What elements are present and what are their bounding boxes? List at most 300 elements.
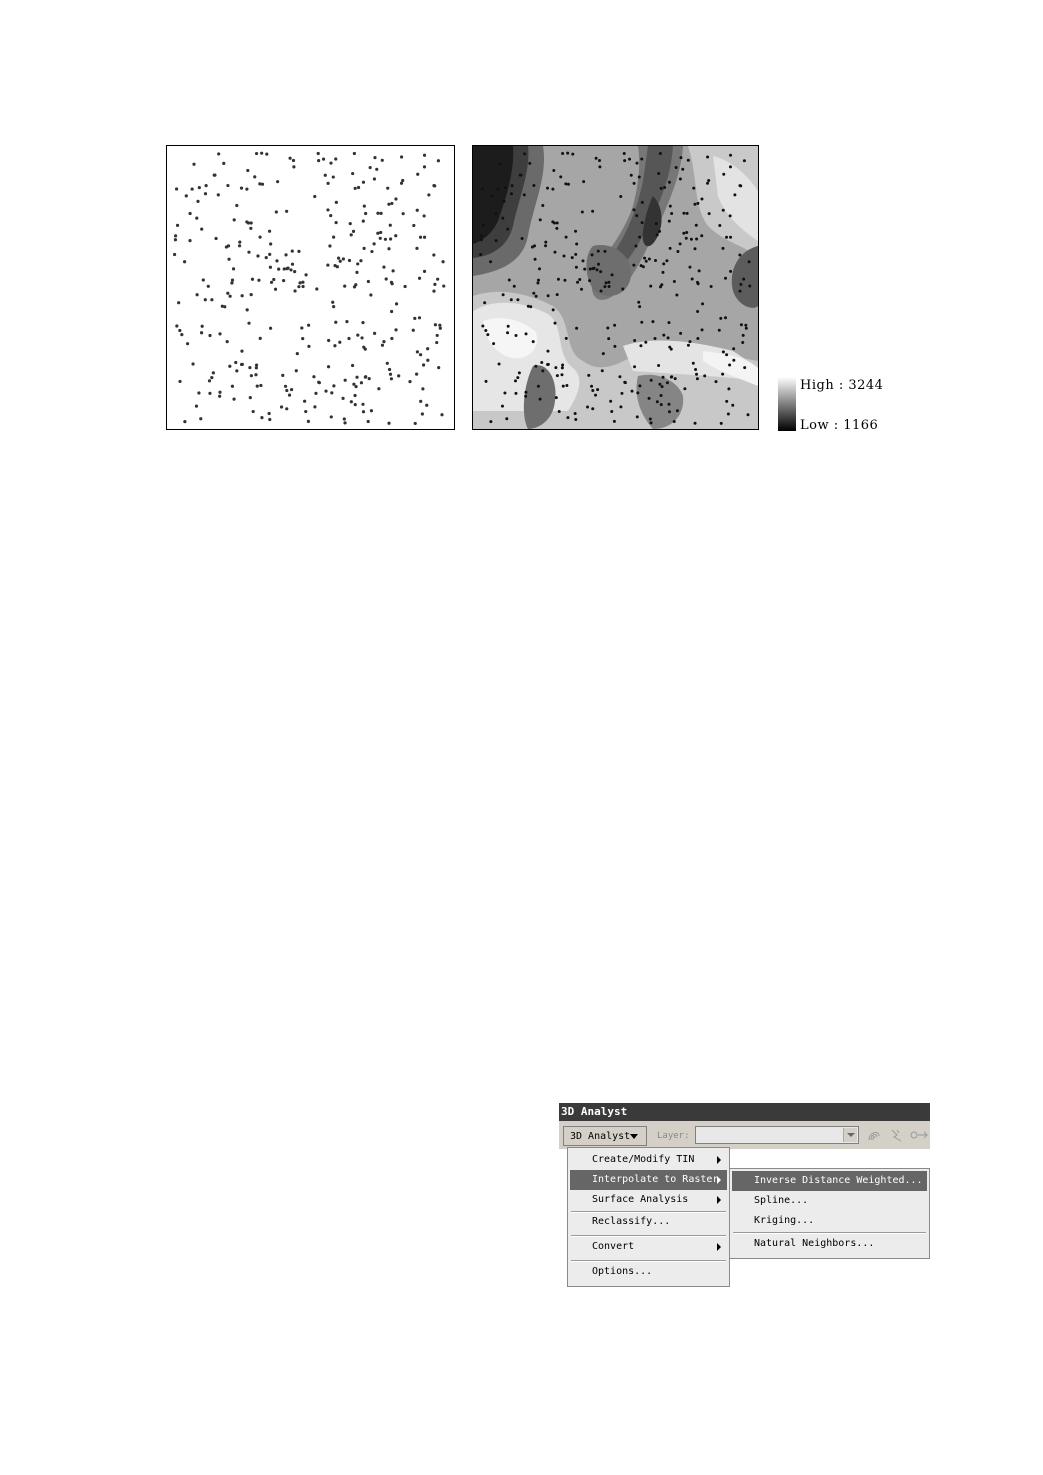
menu-item-label: Surface Analysis — [592, 1194, 689, 1205]
sample-point — [269, 266, 272, 269]
sample-point — [326, 208, 329, 211]
sample-point — [245, 220, 248, 223]
surface-sample-point — [575, 266, 578, 269]
surface-sample-point — [706, 155, 709, 158]
sample-point — [433, 283, 436, 286]
sample-point — [373, 156, 376, 159]
sample-point — [334, 157, 337, 160]
sample-point — [421, 387, 424, 390]
sample-point — [416, 173, 419, 176]
surface-sample-point — [583, 268, 586, 271]
sample-point — [256, 254, 259, 257]
sample-point — [231, 385, 234, 388]
sample-point — [394, 234, 397, 237]
sample-point — [335, 201, 338, 204]
surface-sample-point — [636, 415, 639, 418]
menu-item-label: Interpolate to Raster — [592, 1174, 719, 1185]
sample-point — [269, 327, 272, 330]
sample-point — [386, 362, 389, 365]
surface-sample-point — [644, 341, 647, 344]
sample-point — [423, 165, 426, 168]
sample-point — [207, 285, 210, 288]
surface-sample-point — [603, 285, 606, 288]
surface-sample-point — [553, 251, 556, 254]
submenu-item-kriging[interactable]: Kriging... — [754, 1215, 815, 1226]
sample-point — [234, 361, 237, 364]
sample-point — [315, 287, 318, 290]
sample-point — [418, 316, 421, 319]
sample-point — [343, 417, 346, 420]
surface-sample-point — [638, 236, 641, 239]
sample-point — [432, 290, 435, 293]
surface-sample-point — [524, 395, 527, 398]
sample-point — [259, 384, 262, 387]
surface-sample-point — [533, 244, 536, 247]
sample-point — [229, 295, 232, 298]
sample-point — [195, 405, 198, 408]
sample-point — [176, 224, 179, 227]
sample-point — [376, 232, 379, 235]
menu-item-reclassify[interactable] — [570, 1212, 727, 1232]
sample-point — [332, 384, 335, 387]
surface-sample-point — [747, 413, 750, 416]
surface-sample-point — [591, 407, 594, 410]
sample-point — [274, 288, 277, 291]
surface-sample-point — [586, 405, 589, 408]
sample-point — [265, 153, 268, 156]
sample-point — [226, 184, 229, 187]
surface-sample-point — [733, 193, 736, 196]
sample-point — [342, 257, 345, 260]
surface-sample-point — [694, 368, 697, 371]
surface-sample-point — [676, 250, 679, 253]
sample-point — [432, 253, 435, 256]
surface-sample-point — [710, 285, 713, 288]
line-of-sight-icon[interactable] — [909, 1128, 929, 1142]
surface-sample-point — [682, 212, 685, 215]
sample-point — [335, 221, 338, 224]
surface-sample-point — [556, 374, 559, 377]
surface-sample-point — [695, 237, 698, 240]
surface-sample-point — [695, 224, 698, 227]
sample-point — [350, 400, 353, 403]
surface-sample-point — [495, 212, 498, 215]
sample-point — [218, 332, 221, 335]
surface-sample-point — [619, 195, 622, 198]
surface-sample-point — [504, 186, 507, 189]
sample-point — [200, 331, 203, 334]
sample-point — [391, 282, 394, 285]
sample-point — [387, 247, 390, 250]
surface-sample-point — [670, 212, 673, 215]
surface-sample-point — [508, 278, 511, 281]
surface-sample-point — [527, 305, 530, 308]
surface-sample-point — [687, 159, 690, 162]
sample-point — [408, 380, 411, 383]
surface-sample-point — [679, 178, 682, 181]
surface-sample-point — [667, 321, 670, 324]
surface-sample-point — [641, 221, 644, 224]
surface-sample-point — [561, 364, 564, 367]
surface-sample-point — [502, 200, 505, 203]
surface-sample-point — [546, 350, 549, 353]
surface-sample-point — [547, 294, 550, 297]
sample-point — [423, 214, 426, 217]
surface-sample-point — [497, 188, 500, 191]
surface-sample-point — [607, 337, 610, 340]
surface-sample-point — [602, 352, 605, 355]
surface-sample-point — [587, 374, 590, 377]
surface-sample-point — [638, 384, 641, 387]
sample-point — [255, 366, 258, 369]
chevron-down-icon[interactable] — [843, 1128, 857, 1142]
sample-point — [373, 177, 376, 180]
surface-sample-point — [498, 362, 501, 365]
surface-sample-point — [555, 396, 558, 399]
surface-sample-point — [651, 320, 654, 323]
surface-sample-point — [729, 154, 732, 157]
surface-sample-point — [480, 238, 483, 241]
surface-sample-point — [692, 362, 695, 365]
sample-point — [254, 373, 257, 376]
surface-sample-point — [564, 182, 567, 185]
surface-sample-point — [595, 157, 598, 160]
sample-point — [289, 157, 292, 160]
surface-sample-point — [669, 205, 672, 208]
sample-point — [270, 281, 273, 284]
sample-point — [227, 258, 230, 261]
sample-point — [437, 366, 440, 369]
sample-point — [185, 194, 188, 197]
surface-sample-point — [596, 388, 599, 391]
surface-sample-point — [659, 285, 662, 288]
sample-point — [415, 247, 418, 250]
surface-sample-point — [515, 334, 518, 337]
sample-point — [175, 187, 178, 190]
sample-point — [442, 284, 445, 287]
sample-point — [326, 182, 329, 185]
sample-point — [235, 369, 238, 372]
sample-point — [253, 175, 256, 178]
sample-point — [217, 152, 220, 155]
sample-point — [292, 159, 295, 162]
surface-sample-point — [667, 403, 670, 406]
surface-sample-point — [743, 366, 746, 369]
sample-point — [381, 344, 384, 347]
surface-sample-point — [708, 212, 711, 215]
sample-point — [298, 281, 301, 284]
sample-point — [328, 244, 331, 247]
sample-point — [289, 268, 292, 271]
sample-point — [324, 389, 327, 392]
sample-point — [386, 187, 389, 190]
sample-point — [376, 212, 379, 215]
sample-point — [421, 412, 424, 415]
surface-sample-point — [590, 385, 593, 388]
sample-point — [382, 340, 385, 343]
sample-point — [414, 422, 417, 425]
3d-analyst-menu-button[interactable] — [563, 1126, 647, 1146]
surface-sample-point — [516, 298, 519, 301]
sample-point — [330, 391, 333, 394]
sample-point — [313, 195, 316, 198]
sample-point — [317, 159, 320, 162]
sample-point — [327, 339, 330, 342]
sample-point — [269, 242, 272, 245]
sample-point — [344, 379, 347, 382]
menu-item-label: Options... — [592, 1266, 653, 1277]
surface-sample-point — [601, 369, 604, 372]
surface-sample-point — [650, 379, 653, 382]
surface-sample-point — [738, 253, 741, 256]
sample-point — [384, 238, 387, 241]
surface-sample-point — [551, 188, 554, 191]
sample-point — [324, 174, 327, 177]
surface-sample-point — [492, 342, 495, 345]
surface-sample-point — [729, 165, 732, 168]
submenu-arrow-icon — [717, 1196, 721, 1204]
surface-sample-point — [624, 381, 627, 384]
sample-point — [343, 285, 346, 288]
sample-point — [426, 359, 429, 362]
sample-point — [268, 412, 271, 415]
3d-analyst-menu — [567, 1147, 730, 1287]
sample-point — [390, 202, 393, 205]
surface-sample-point — [505, 417, 508, 420]
sample-point — [419, 353, 422, 356]
sample-point — [426, 347, 429, 350]
sample-point — [268, 418, 271, 421]
sample-point — [293, 289, 296, 292]
surface-sample-point — [649, 417, 652, 420]
surface-sample-point — [722, 209, 725, 212]
sample-point — [404, 285, 407, 288]
sample-point — [434, 323, 437, 326]
surface-sample-point — [638, 305, 641, 308]
surface-sample-point — [588, 279, 591, 282]
menu-item-convert[interactable] — [570, 1237, 727, 1257]
sample-point — [369, 293, 372, 296]
surface-sample-point — [676, 409, 679, 412]
contour-icon[interactable] — [867, 1128, 881, 1142]
layer-select[interactable] — [695, 1126, 859, 1144]
sample-point — [197, 391, 200, 394]
menu-item-create-modify-tin[interactable] — [570, 1150, 727, 1170]
sample-point — [238, 244, 241, 247]
sample-point — [439, 327, 442, 330]
surface-sample-point — [748, 260, 751, 263]
sample-point — [265, 256, 268, 259]
surface-sample-point — [696, 202, 699, 205]
surface-sample-point — [679, 156, 682, 159]
surface-sample-point — [661, 271, 664, 274]
surface-sample-point — [621, 288, 624, 291]
surface-sample-point — [690, 238, 693, 241]
surface-sample-point — [532, 340, 535, 343]
surface-sample-point — [606, 326, 609, 329]
sample-point — [412, 224, 415, 227]
toolbar-title[interactable]: 3D Analyst — [559, 1103, 930, 1121]
surface-sample-point — [486, 333, 489, 336]
sample-point — [395, 302, 398, 305]
surface-sample-point — [630, 174, 633, 177]
surface-sample-point — [609, 400, 612, 403]
sample-point — [304, 410, 307, 413]
surface-sample-point — [483, 301, 486, 304]
surface-sample-point — [718, 329, 721, 332]
sample-point — [397, 374, 400, 377]
sample-point — [385, 277, 388, 280]
surface-sample-point — [532, 292, 535, 295]
surface-sample-point — [738, 184, 741, 187]
submenu-item-natural-neighbors[interactable]: Natural Neighbors... — [754, 1238, 875, 1249]
sample-point — [240, 187, 243, 190]
surface-sample-point — [480, 234, 483, 237]
surface-sample-point — [479, 253, 482, 256]
sample-point — [293, 270, 296, 273]
sample-point — [313, 405, 316, 408]
surface-sample-point — [513, 285, 516, 288]
sample-point — [247, 322, 250, 325]
sample-point — [283, 267, 286, 270]
steepest-path-icon[interactable] — [889, 1128, 903, 1142]
surface-sample-point — [537, 385, 540, 388]
surface-sample-point — [662, 376, 665, 379]
sample-point — [394, 328, 397, 331]
surface-sample-point — [557, 278, 560, 281]
surface-sample-point — [687, 344, 690, 347]
surface-sample-point — [738, 290, 741, 293]
surface-sample-point — [655, 222, 658, 225]
sample-point — [336, 265, 339, 268]
menu-item-interpolate-to-raster[interactable] — [570, 1170, 727, 1190]
sample-point — [418, 277, 421, 280]
surface-sample-point — [593, 267, 596, 270]
sample-point — [255, 152, 258, 155]
surface-sample-point — [556, 293, 559, 296]
surface-sample-point — [484, 329, 487, 332]
surface-sample-point — [744, 324, 747, 327]
sample-point — [260, 416, 263, 419]
surface-sample-point — [481, 325, 484, 328]
sample-point — [318, 381, 321, 384]
submenu-item-spline[interactable]: Spline... — [754, 1195, 809, 1206]
surface-sample-point — [703, 374, 706, 377]
sample-point — [227, 244, 230, 247]
sample-point — [247, 251, 250, 254]
surface-sample-point — [694, 422, 697, 425]
surface-sample-point — [591, 253, 594, 256]
menu-item-surface-analysis[interactable] — [570, 1190, 727, 1210]
sample-point — [188, 239, 191, 242]
surface-sample-point — [495, 239, 498, 242]
surface-sample-point — [640, 158, 643, 161]
sample-point — [436, 334, 439, 337]
surface-sample-point — [628, 158, 631, 161]
surface-sample-point — [574, 230, 577, 233]
surface-sample-point — [534, 258, 537, 261]
sample-point — [200, 228, 203, 231]
surface-sample-point — [597, 263, 600, 266]
surface-sample-point — [560, 373, 563, 376]
surface-sample-point — [725, 353, 728, 356]
sample-point — [198, 186, 201, 189]
surface-sample-point — [731, 404, 734, 407]
surface-canvas — [473, 146, 758, 429]
surface-sample-point — [623, 152, 626, 155]
menu-item-options[interactable] — [570, 1262, 727, 1282]
surface-sample-point — [574, 253, 577, 256]
surface-sample-point — [499, 163, 502, 166]
surface-sample-point — [571, 256, 574, 259]
sample-point — [251, 278, 254, 281]
surface-sample-point — [636, 391, 639, 394]
sample-point — [191, 362, 194, 365]
sample-point — [332, 175, 335, 178]
menu-item-label: Reclassify... — [592, 1216, 671, 1227]
sample-point — [373, 242, 376, 245]
surface-sample-point — [666, 381, 669, 384]
sample-point — [175, 324, 178, 327]
surface-sample-point — [603, 250, 606, 253]
surface-sample-point — [695, 373, 698, 376]
sample-point — [301, 285, 304, 288]
sample-point — [202, 278, 205, 281]
sample-point — [284, 385, 287, 388]
sample-point — [204, 298, 207, 301]
sample-point — [353, 285, 356, 288]
surface-sample-point — [600, 289, 603, 292]
sample-point — [382, 265, 385, 268]
sample-point — [364, 375, 367, 378]
sample-point — [367, 420, 370, 423]
sample-point — [353, 394, 356, 397]
sample-point — [352, 230, 355, 233]
surface-sample-point — [613, 345, 616, 348]
submenu-item-idw[interactable]: Inverse Distance Weighted... — [732, 1171, 927, 1191]
sample-point — [307, 324, 310, 327]
surface-sample-point — [727, 413, 730, 416]
surface-sample-point — [675, 166, 678, 169]
sample-point — [284, 253, 287, 256]
surface-sample-point — [686, 212, 689, 215]
sample-point — [402, 212, 405, 215]
legend-color-ramp — [778, 377, 796, 431]
surface-sample-point — [656, 400, 659, 403]
surface-sample-point — [642, 265, 645, 268]
surface-sample-point — [656, 233, 659, 236]
surface-sample-point — [668, 220, 671, 223]
sample-point — [352, 383, 355, 386]
surface-sample-point — [528, 162, 531, 165]
surface-sample-point — [481, 187, 484, 190]
sample-point — [425, 404, 428, 407]
sample-point — [332, 305, 335, 308]
sample-point — [333, 344, 336, 347]
sample-point — [387, 203, 390, 206]
sample-point — [389, 373, 392, 376]
surface-sample-point — [519, 174, 522, 177]
sample-point — [415, 373, 418, 376]
surface-sample-point — [571, 153, 574, 156]
sample-point — [238, 240, 241, 243]
surface-sample-point — [532, 184, 535, 187]
sample-point — [296, 352, 299, 355]
surface-sample-point — [561, 366, 564, 369]
sample-point — [221, 305, 224, 308]
sample-point — [312, 375, 315, 378]
sample-point — [260, 152, 263, 155]
